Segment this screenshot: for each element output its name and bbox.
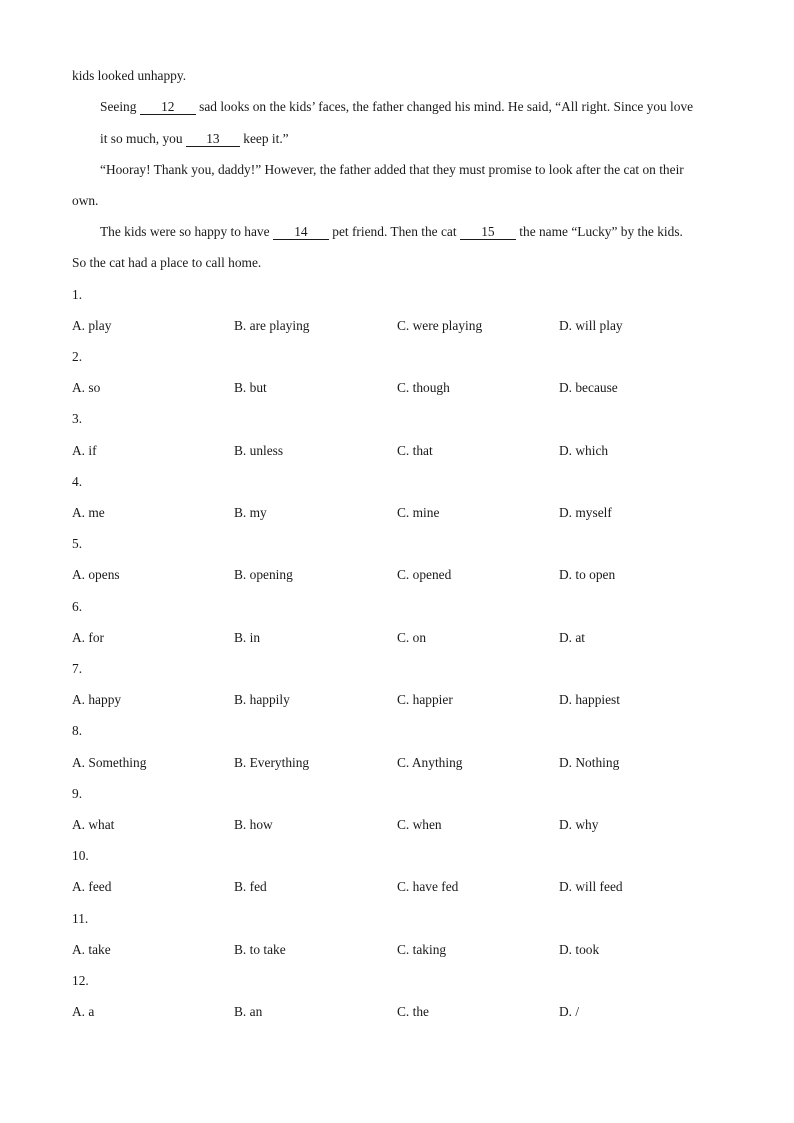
passage-text: sad looks on the kids’ faces, the father changed his mind. He said, “All right. Since you love [195, 99, 694, 114]
passage-text: keep it.” [239, 131, 289, 146]
question-number: 7. [72, 661, 83, 676]
passage-line-4: “Hooray! Thank you, daddy!” However, the father added that they must promise to look after the cat on their [100, 162, 684, 177]
passage-line-6 [100, 223, 683, 241]
option-c[interactable]: C. happier [397, 692, 453, 707]
option-c[interactable]: C. taking [397, 942, 447, 957]
option-c[interactable]: C. on [397, 630, 427, 645]
question-number: 8. [72, 723, 83, 738]
passage-line-7: So the cat had a place to call home. [72, 255, 262, 270]
question-number: 9. [72, 786, 83, 801]
option-c[interactable]: C. have fed [397, 879, 459, 894]
option-a[interactable]: A. so [72, 380, 101, 395]
option-b[interactable]: B. opening [234, 567, 293, 582]
option-a[interactable]: A. take [72, 942, 111, 957]
option-d[interactable]: D. at [559, 630, 586, 645]
question-number: 3. [72, 411, 83, 426]
option-c[interactable]: C. opened [397, 567, 452, 582]
option-a[interactable]: A. if [72, 443, 97, 458]
passage-text: pet friend. Then the cat [328, 224, 460, 239]
option-b[interactable]: B. fed [234, 879, 267, 894]
option-b[interactable]: B. an [234, 1004, 263, 1019]
option-d[interactable]: D. to open [559, 567, 616, 582]
passage-line-5: own. [72, 193, 99, 208]
passage-text: Seeing [100, 99, 140, 114]
option-d[interactable]: D. why [559, 817, 599, 832]
option-a[interactable]: A. happy [72, 692, 122, 707]
option-b[interactable]: B. happily [234, 692, 290, 707]
question-number: 12. [72, 973, 89, 988]
option-c[interactable]: C. though [397, 380, 450, 395]
option-b[interactable]: B. but [234, 380, 267, 395]
option-a[interactable]: A. what [72, 817, 115, 832]
option-d[interactable]: D. will feed [559, 879, 623, 894]
question-number: 2. [72, 349, 83, 364]
option-d[interactable]: D. which [559, 443, 609, 458]
blank-15: 15 [460, 225, 516, 240]
passage-line-3 [100, 130, 289, 148]
option-a[interactable]: A. opens [72, 567, 120, 582]
option-a[interactable]: A. play [72, 318, 112, 333]
option-b[interactable]: B. in [234, 630, 261, 645]
option-d[interactable]: D. will play [559, 318, 623, 333]
blank-13: 13 [186, 132, 240, 147]
question-number: 5. [72, 536, 83, 551]
question-number: 10. [72, 848, 89, 863]
option-d[interactable]: D. myself [559, 505, 612, 520]
option-c[interactable]: C. that [397, 443, 433, 458]
option-d[interactable]: D. Nothing [559, 755, 620, 770]
question-number: 4. [72, 474, 83, 489]
option-b[interactable]: B. are playing [234, 318, 310, 333]
option-d[interactable]: D. because [559, 380, 618, 395]
blank-14: 14 [273, 225, 329, 240]
passage-text: the name “Lucky” by the kids. [515, 224, 683, 239]
option-c[interactable]: C. when [397, 817, 442, 832]
passage-line-1: kids looked unhappy. [72, 68, 187, 83]
option-c[interactable]: C. the [397, 1004, 429, 1019]
option-c[interactable]: C. mine [397, 505, 440, 520]
blank-12: 12 [140, 100, 196, 115]
option-c[interactable]: C. Anything [397, 755, 463, 770]
option-a[interactable]: A. a [72, 1004, 95, 1019]
question-number: 6. [72, 599, 83, 614]
option-a[interactable]: A. me [72, 505, 105, 520]
option-d[interactable]: D. happiest [559, 692, 620, 707]
question-number: 11. [72, 911, 89, 926]
passage-text: it so much, you [100, 131, 186, 146]
option-b[interactable]: B. how [234, 817, 273, 832]
passage-line-2 [100, 98, 693, 116]
option-d[interactable]: D. / [559, 1004, 580, 1019]
option-a[interactable]: A. for [72, 630, 104, 645]
option-a[interactable]: A. feed [72, 879, 112, 894]
question-number: 1. [72, 287, 83, 302]
option-b[interactable]: B. Everything [234, 755, 310, 770]
option-d[interactable]: D. took [559, 942, 600, 957]
option-c[interactable]: C. were playing [397, 318, 483, 333]
passage-text: The kids were so happy to have [100, 224, 273, 239]
option-b[interactable]: B. unless [234, 443, 284, 458]
option-b[interactable]: B. my [234, 505, 267, 520]
option-a[interactable]: A. Something [72, 755, 147, 770]
option-b[interactable]: B. to take [234, 942, 286, 957]
